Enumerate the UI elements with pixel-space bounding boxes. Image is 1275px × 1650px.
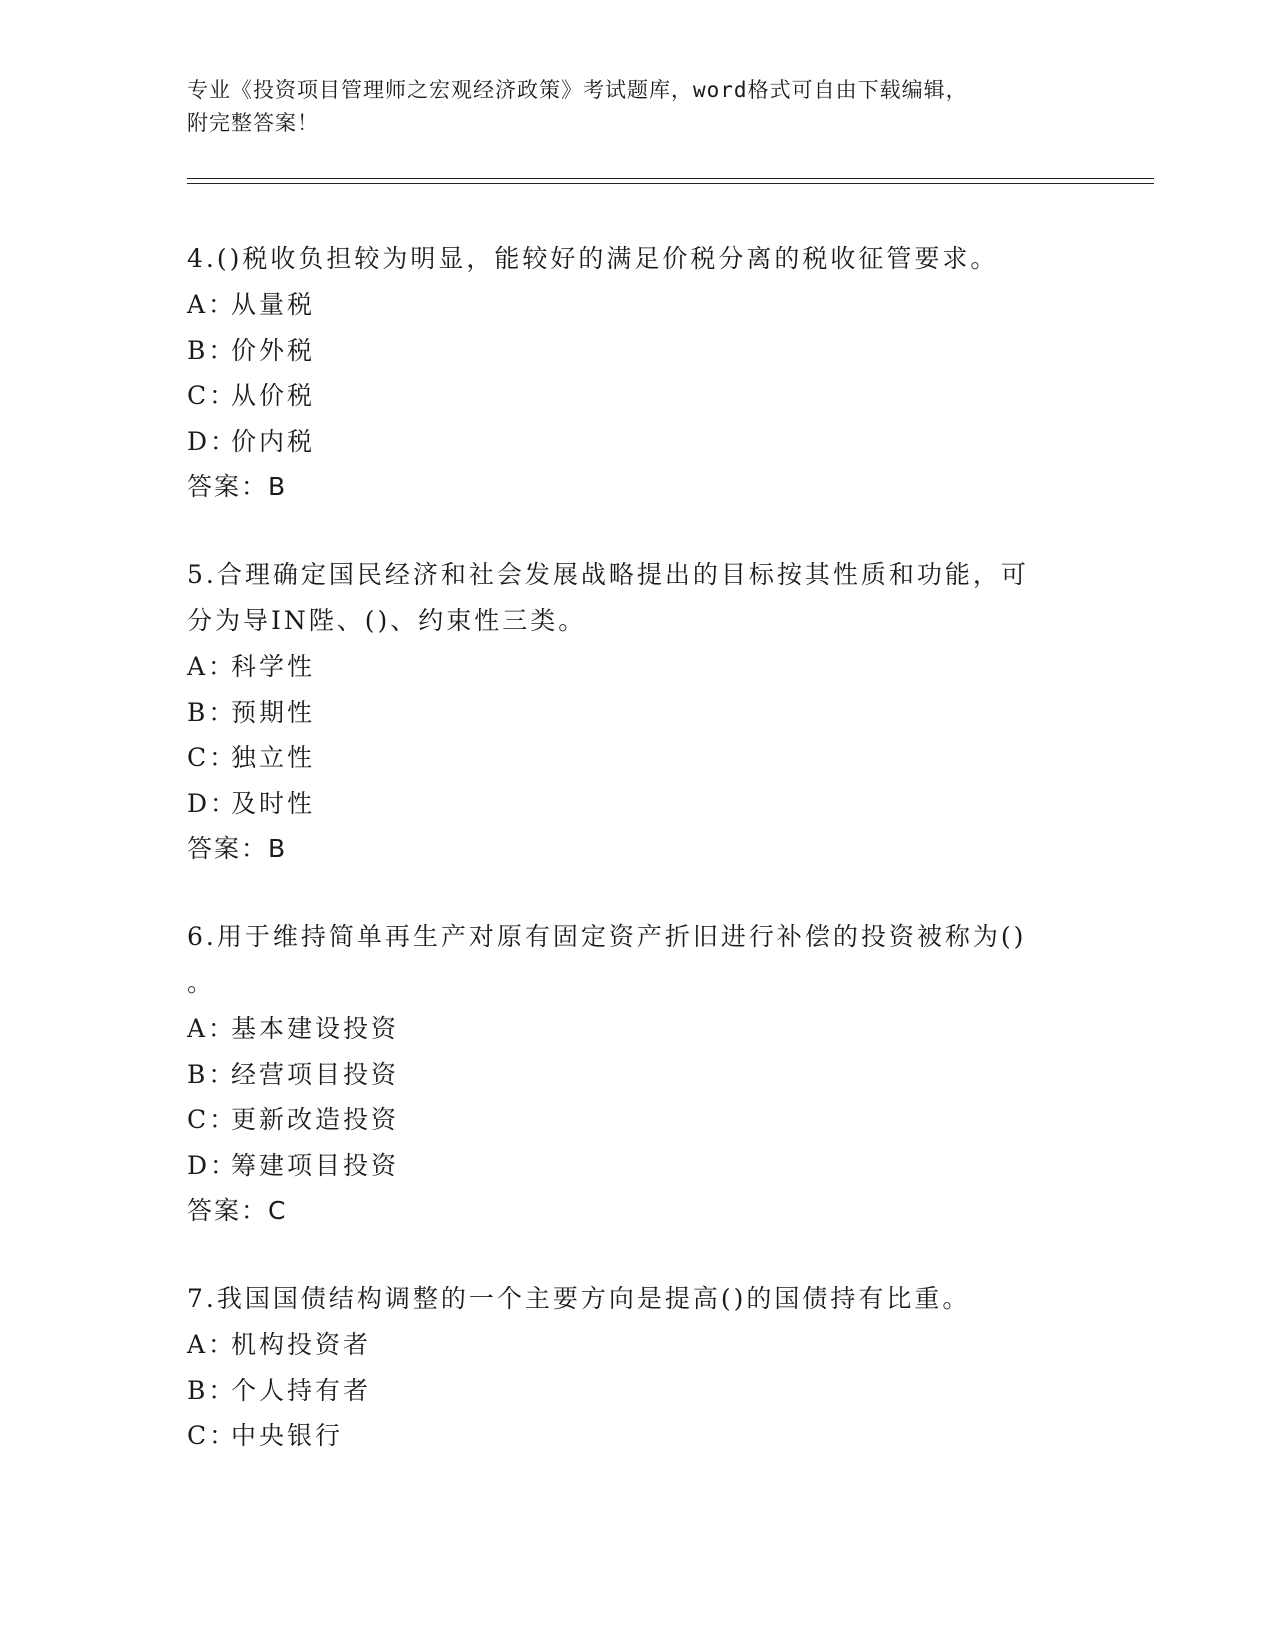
answer-key: 答案：B bbox=[187, 472, 288, 501]
answer-option bbox=[187, 373, 1087, 419]
answer-option bbox=[187, 1006, 1087, 1052]
option-text: 从价税 bbox=[231, 381, 316, 410]
answer-key: 答案：C bbox=[187, 1196, 288, 1225]
answer-option bbox=[187, 1097, 1087, 1143]
option-text: 中央银行 bbox=[231, 1421, 344, 1450]
option-text: 及时性 bbox=[231, 788, 316, 818]
header-divider-bottom bbox=[187, 183, 1154, 184]
option-letter: A： bbox=[187, 652, 237, 681]
option-letter: D： bbox=[187, 1150, 239, 1180]
question-stem: 分为导IN陛、()、约束性三类。 bbox=[187, 606, 587, 635]
answer-option bbox=[187, 282, 1087, 328]
question-block bbox=[187, 1276, 1087, 1459]
answer-option bbox=[187, 735, 1087, 781]
answer-option bbox=[187, 1143, 1087, 1189]
question-block bbox=[187, 236, 1087, 510]
option-letter: B： bbox=[187, 697, 237, 727]
option-letter: C： bbox=[187, 381, 238, 410]
option-text: 价外税 bbox=[231, 335, 316, 365]
question-stem: 。 bbox=[187, 968, 216, 997]
answer-option bbox=[187, 419, 1087, 465]
question-stem: 6.用于维持简单再生产对原有固定资产折旧进行补偿的投资被称为() bbox=[187, 922, 1027, 951]
option-text: 个人持有者 bbox=[231, 1375, 372, 1405]
answer-option bbox=[187, 1322, 1087, 1368]
option-letter: D： bbox=[187, 426, 239, 456]
option-text: 从量税 bbox=[231, 290, 316, 319]
question-list bbox=[187, 236, 1087, 1501]
answer-option bbox=[187, 644, 1087, 690]
option-text: 更新改造投资 bbox=[231, 1105, 400, 1134]
answer-option bbox=[187, 1052, 1087, 1098]
option-letter: D： bbox=[187, 788, 239, 818]
answer-option bbox=[187, 781, 1087, 827]
answer-option bbox=[187, 1413, 1087, 1459]
document-header bbox=[187, 74, 1067, 140]
option-letter: A： bbox=[187, 1330, 237, 1359]
option-letter: C： bbox=[187, 1105, 238, 1134]
question-block bbox=[187, 552, 1087, 872]
question-block bbox=[187, 914, 1087, 1234]
answer-option bbox=[187, 690, 1087, 736]
header-line-2: 附完整答案！ bbox=[187, 111, 319, 135]
option-text: 价内税 bbox=[231, 426, 316, 456]
option-text: 机构投资者 bbox=[231, 1330, 372, 1359]
answer-option bbox=[187, 328, 1087, 374]
option-letter: C： bbox=[187, 1421, 238, 1450]
option-text: 预期性 bbox=[231, 697, 316, 727]
option-letter: A： bbox=[187, 290, 237, 319]
question-stem: 4.()税收负担较为明显，能较好的满足价税分离的税收征管要求。 bbox=[187, 244, 999, 273]
option-letter: B： bbox=[187, 1059, 237, 1089]
option-letter: C： bbox=[187, 743, 238, 772]
option-text: 基本建设投资 bbox=[231, 1014, 400, 1043]
question-stem: 7.我国国债结构调整的一个主要方向是提高()的国债持有比重。 bbox=[187, 1284, 971, 1313]
answer-option bbox=[187, 1368, 1087, 1414]
answer-key: 答案：B bbox=[187, 834, 288, 863]
header-divider-top bbox=[187, 178, 1154, 179]
option-text: 筹建项目投资 bbox=[231, 1150, 400, 1180]
option-letter: A： bbox=[187, 1014, 237, 1043]
header-line-1: 专业《投资项目管理师之宏观经济政策》考试题库，word格式可自由下载编辑， bbox=[187, 78, 968, 102]
question-stem: 5.合理确定国民经济和社会发展战略提出的目标按其性质和功能，可 bbox=[187, 560, 1029, 589]
option-text: 科学性 bbox=[231, 652, 316, 681]
option-text: 经营项目投资 bbox=[231, 1059, 400, 1089]
option-text: 独立性 bbox=[231, 743, 316, 772]
option-letter: B： bbox=[187, 335, 237, 365]
option-letter: B： bbox=[187, 1375, 237, 1405]
